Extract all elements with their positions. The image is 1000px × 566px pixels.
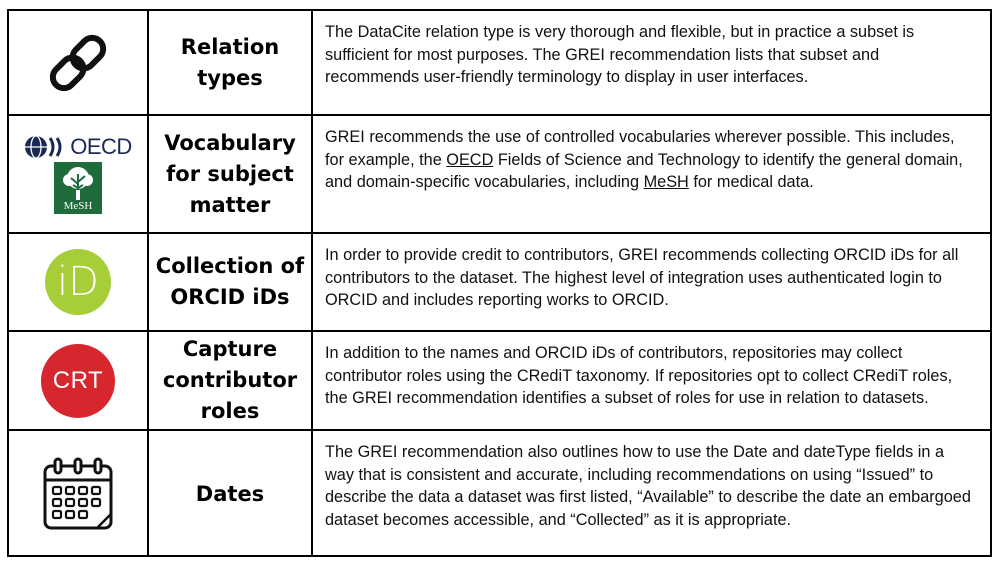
recommendations-table — [7, 9, 992, 557]
row-description-cell — [313, 332, 990, 429]
row-title: Relation types — [180, 34, 280, 90]
table-row — [9, 431, 990, 557]
credit-icon — [41, 344, 115, 418]
row-title: Vocabulary for subject matter — [164, 130, 296, 217]
tree-icon — [58, 166, 98, 200]
row-title-cell — [149, 332, 313, 429]
description-text: Fields of Science and Technology to identify the general domain, and domain-specific vocabularies, including — [325, 150, 963, 192]
credit-icon-text: CRT — [52, 366, 104, 394]
row-description-cell — [313, 11, 990, 114]
row-title-cell — [149, 234, 313, 330]
orcid-icon-text: iD — [57, 259, 99, 305]
row-title-cell — [149, 11, 313, 114]
orcid-icon — [45, 249, 111, 315]
row-title: Dates — [195, 481, 265, 506]
row-description: The GREI recommendation also outlines how to use the Date and dateType fields in a way that is consistent and accurate, including recommendations on using “Issued” to describe the data a dataset was first listed, “Available” to describe the date an embargoed dataset becomes accessible, and “Collected” as it is appropriate. — [325, 443, 971, 529]
globe-icon — [24, 134, 68, 160]
icon-cell — [9, 332, 149, 429]
row-description: The DataCite relation type is very thorough and flexible, but in practice a subset is sufficient for most purposes. The GREI recommendation lists that subset and recommends user-friendly terminology to display in user interfaces. — [325, 23, 915, 87]
icon-cell — [9, 11, 149, 114]
icon-cell — [9, 116, 149, 232]
description-text: GREI recommends the use of controlled vocabularies wherever possible. This includes, for example, the — [325, 128, 955, 169]
row-title: Capture contributor roles — [162, 337, 298, 423]
link-chain-icon — [42, 27, 114, 99]
mesh-logo — [54, 162, 102, 214]
table-row — [9, 11, 990, 116]
icon-cell — [9, 234, 149, 330]
table-row — [9, 234, 990, 332]
calendar-icon — [41, 456, 115, 532]
mesh-logo-text: MeSH — [63, 200, 93, 212]
row-description: In order to provide credit to contributors, GREI recommends collecting ORCID iDs for all contributors to the dataset. The highest level of integration uses authenticated login to ORCID and includes reporting works to ORCID. — [325, 246, 959, 310]
row-description: In addition to the names and ORCID iDs of contributors, repositories may collect contributor roles using the CRediT taxonomy. If repositories opt to collect CRediT roles, the GREI recommendation identifies a subset of roles for use in relation to datasets. — [325, 344, 953, 408]
icon-cell — [9, 431, 149, 557]
oecd-logo-text: OECD — [70, 134, 132, 159]
row-title: Collection of ORCID iDs — [155, 254, 305, 309]
row-title-cell — [149, 116, 313, 232]
mesh-link[interactable]: MeSH — [643, 173, 689, 192]
row-description-cell — [313, 431, 990, 557]
oecd-link[interactable]: OECD — [446, 150, 494, 169]
oecd-logo — [24, 134, 132, 160]
description-text: for medical data. — [688, 173, 814, 192]
row-description — [325, 126, 976, 194]
table-row — [9, 332, 990, 431]
row-description-cell — [313, 234, 990, 330]
row-description-cell — [313, 116, 990, 232]
table-row — [9, 116, 990, 234]
row-title-cell — [149, 431, 313, 557]
